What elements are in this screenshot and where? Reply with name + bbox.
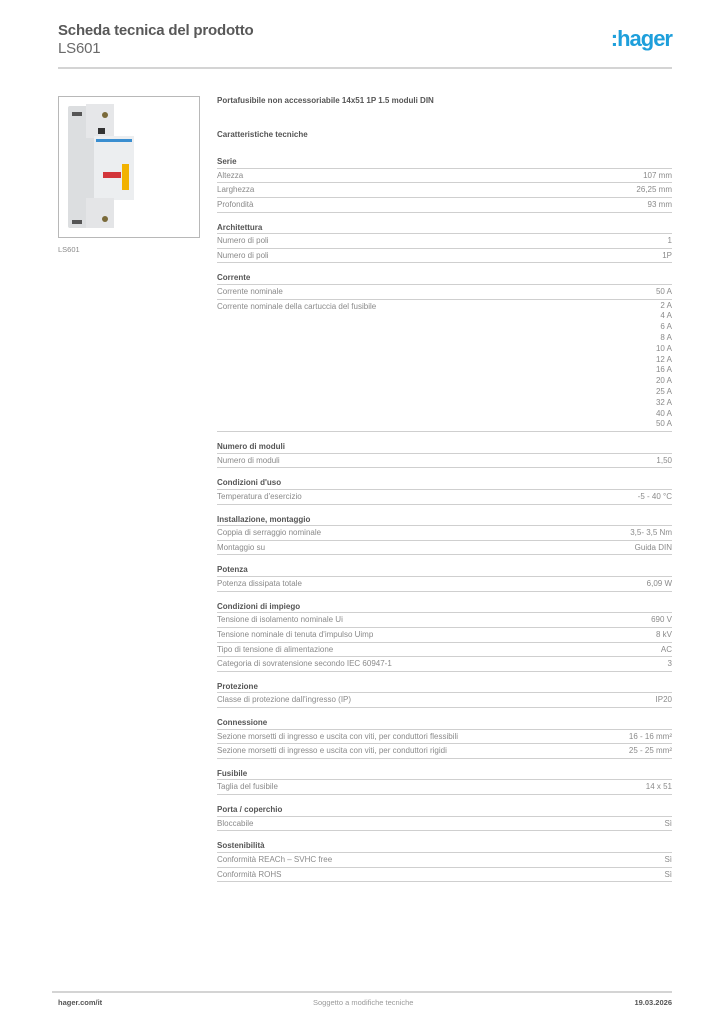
spec-value: Guida DIN (634, 542, 672, 552)
spec-label: Tensione nominale di tenuta d'impulso Uimp (217, 629, 374, 639)
spec-value: 2 A (660, 300, 672, 310)
spec-row (217, 577, 672, 592)
spec-label: Tensione di isolamento nominale Ui (217, 615, 343, 625)
spec-label: Bloccabile (217, 818, 254, 828)
spec-value: 8 kV (655, 629, 672, 639)
spec-label: Coppia di serraggio nominale (217, 528, 322, 538)
spec-content (217, 96, 672, 882)
spec-value: Sì (664, 854, 672, 864)
document-date: 19.03.2026 (634, 998, 672, 1007)
image-caption: LS601 (58, 245, 80, 254)
spec-row (217, 541, 672, 556)
spec-label: Conformità ROHS (217, 869, 282, 879)
spec-value: 25 A (655, 387, 672, 396)
website-link[interactable]: hager.com/it (58, 998, 103, 1007)
footer-notice: Soggetto a modifiche tecniche (313, 998, 414, 1007)
spec-label: Numero di poli (217, 250, 269, 260)
spec-row (217, 730, 672, 745)
spec-value: 8 A (660, 333, 672, 343)
spec-value: 3,5- 3,5 Nm (630, 528, 672, 538)
spec-value: 26,25 mm (636, 185, 672, 195)
spec-value: Sì (664, 869, 672, 879)
spec-value: 1,50 (656, 455, 672, 465)
spec-label: Corrente nominale della cartuccia del fusibile (217, 301, 377, 311)
spec-value: 25 - 25 mm² (628, 746, 672, 756)
spec-section (217, 601, 672, 672)
spec-label: Tipo di tensione di alimentazione (217, 644, 334, 654)
product-description: Portafusibile non accessoriabile 14x51 1P 1.5 moduli DIN (217, 96, 434, 105)
document-title: Scheda tecnica del prodotto (58, 22, 254, 39)
spec-section (217, 717, 672, 759)
section-title: Condizioni d'uso (217, 477, 672, 490)
section-title: Protezione (217, 681, 672, 694)
spec-row (217, 526, 672, 541)
spec-value: 50 A (655, 286, 672, 296)
spec-label: Larghezza (217, 185, 255, 195)
spec-row (217, 198, 672, 213)
spec-value: 6,09 W (646, 578, 672, 588)
spec-value: IP20 (655, 695, 672, 705)
spec-value: 3 (667, 659, 672, 669)
spec-label: Altezza (217, 170, 244, 180)
spec-row (217, 853, 672, 868)
spec-row (217, 249, 672, 264)
spec-label: Classe di protezione dall'ingresso (IP) (217, 695, 352, 705)
spec-label: Numero di moduli (217, 455, 280, 465)
spec-row (217, 285, 672, 300)
spec-section (217, 681, 672, 708)
spec-label: Corrente nominale (217, 286, 283, 296)
spec-section (217, 804, 672, 831)
spec-section (217, 514, 672, 556)
spec-value: 107 mm (643, 170, 672, 180)
spec-value: 16 A (655, 365, 672, 375)
spec-section (217, 156, 672, 213)
page-header (58, 22, 672, 70)
spec-row (217, 657, 672, 672)
spec-value: 12 A (655, 354, 672, 364)
section-title: Architettura (217, 222, 672, 235)
spec-value: Sì (664, 818, 672, 828)
page-footer (58, 998, 672, 1010)
footer-divider (52, 991, 672, 993)
spec-value: 16 - 16 mm² (628, 731, 672, 741)
spec-section (217, 477, 672, 504)
spec-row (217, 454, 672, 469)
spec-value: 93 mm (647, 199, 672, 209)
spec-section (217, 768, 672, 795)
spec-section (217, 564, 672, 591)
spec-section (217, 272, 672, 432)
spec-value: 20 A (655, 376, 672, 386)
spec-row (217, 643, 672, 658)
spec-section (217, 441, 672, 468)
section-title: Installazione, montaggio (217, 514, 672, 527)
spec-value: 690 V (651, 615, 672, 625)
tech-specs-title: Caratteristiche tecniche (217, 130, 308, 139)
header-divider (58, 67, 672, 69)
spec-value: -5 - 40 °C (637, 491, 672, 501)
spec-row (217, 234, 672, 249)
spec-label: Montaggio su (217, 542, 266, 552)
spec-row (217, 183, 672, 198)
spec-value: 50 A (655, 419, 672, 429)
spec-value: 1P (662, 250, 672, 260)
spec-label: Sezione morsetti di ingresso e uscita con viti, per conduttori flessibili (217, 731, 458, 741)
spec-value: 10 A (655, 343, 672, 353)
section-title: Condizioni di impiego (217, 601, 672, 614)
spec-value: 6 A (660, 322, 672, 332)
spec-label: Categoria di sovratensione secondo IEC 60947-1 (217, 659, 392, 669)
product-image (58, 96, 200, 238)
spec-value: 14 x 51 (645, 782, 672, 792)
spec-label: Taglia del fusibile (217, 782, 278, 792)
spec-section (217, 222, 672, 264)
spec-label: Sezione morsetti di ingresso e uscita con viti, per conduttori rigidi (217, 746, 447, 756)
spec-row (217, 780, 672, 795)
spec-label: Conformità REACh – SVHC free (217, 854, 333, 864)
spec-sections (217, 156, 672, 882)
spec-row (217, 613, 672, 628)
section-title: Fusibile (217, 768, 672, 781)
spec-label: Potenza dissipata totale (217, 578, 302, 588)
spec-value: 32 A (655, 397, 672, 407)
spec-row (217, 169, 672, 184)
fuse-holder-illustration (64, 102, 134, 232)
section-title: Porta / coperchio (217, 804, 672, 817)
spec-row (217, 817, 672, 832)
spec-row (217, 300, 672, 433)
spec-value: AC (660, 644, 672, 654)
spec-value: 1 (667, 236, 672, 246)
spec-row (217, 628, 672, 643)
spec-label: Numero di poli (217, 236, 269, 246)
spec-row (217, 693, 672, 708)
spec-row (217, 744, 672, 759)
section-title: Serie (217, 156, 672, 169)
spec-label: Temperatura d'esercizio (217, 491, 302, 501)
spec-label: Profondità (217, 199, 254, 209)
section-title: Sostenibilità (217, 840, 672, 853)
spec-row (217, 868, 672, 883)
hager-logo: :hager (610, 26, 672, 51)
spec-value: 40 A (655, 408, 672, 418)
spec-value-list (656, 300, 672, 432)
section-title: Corrente (217, 272, 672, 285)
spec-row (217, 490, 672, 505)
product-code: LS601 (58, 40, 101, 57)
section-title: Connessione (217, 717, 672, 730)
section-title: Numero di moduli (217, 441, 672, 454)
section-title: Potenza (217, 564, 672, 577)
spec-section (217, 840, 672, 882)
spec-value: 4 A (660, 311, 672, 321)
